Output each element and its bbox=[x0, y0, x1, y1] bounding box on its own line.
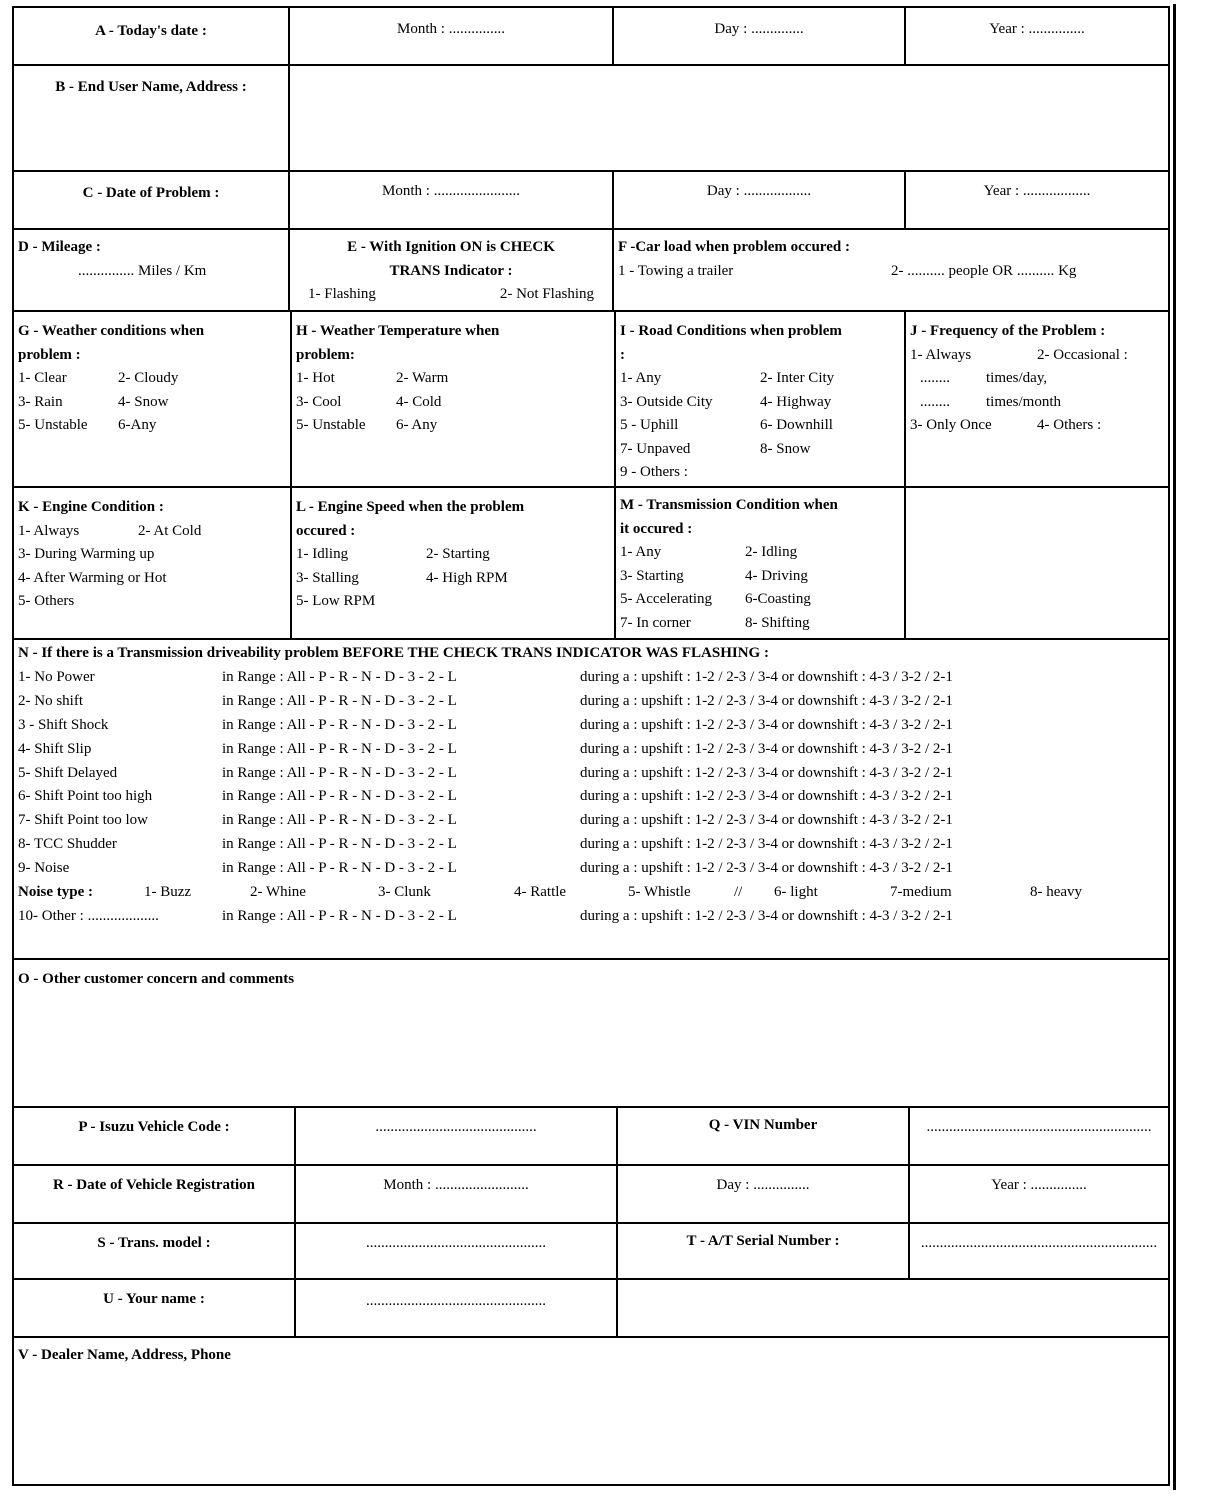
row-driveability-problem bbox=[12, 638, 1170, 958]
road-option-others[interactable]: 9 - Others : bbox=[620, 464, 688, 480]
frequency-option-occasional[interactable]: 2- Occasional : bbox=[1037, 346, 1128, 363]
problem-type[interactable]: 8- TCC Shudder bbox=[18, 836, 117, 853]
problem-other[interactable]: 10- Other : ................... bbox=[18, 907, 159, 924]
engine-option-warming-up[interactable]: 3- During Warming up bbox=[18, 546, 155, 562]
problem-range[interactable]: in Range : All - P - R - N - D - 3 - 2 - L bbox=[222, 740, 457, 757]
weather-option-clear[interactable]: 1- Clear bbox=[18, 370, 67, 386]
temp-option-cold[interactable]: 4- Cold bbox=[396, 393, 442, 410]
transmission-condition-label: M - Transmission Condition when bbox=[620, 497, 838, 513]
trans-option-coasting[interactable]: 6-Coasting bbox=[745, 591, 811, 607]
date-of-problem-day[interactable]: Day : .................. bbox=[612, 172, 904, 228]
todays-date-year[interactable]: Year : ............... bbox=[904, 8, 1170, 64]
problem-shift[interactable]: during a : upshift : 1-2 / 2-3 / 3-4 or downshift : 4-3 / 3-2 / 2-1 bbox=[580, 764, 953, 781]
date-of-problem-label: C - Date of Problem : bbox=[12, 172, 288, 228]
serial-number-field[interactable]: ............................................................... bbox=[908, 1224, 1170, 1278]
problem-row bbox=[18, 690, 1164, 714]
weather-option-cloudy[interactable]: 2- Cloudy bbox=[118, 370, 179, 386]
speed-option-high-rpm[interactable]: 4- High RPM bbox=[426, 569, 508, 586]
trans-option-in-corner[interactable]: 7- In corner bbox=[620, 614, 691, 631]
vehicle-code-label: P - Isuzu Vehicle Code : bbox=[12, 1108, 294, 1164]
problem-row bbox=[18, 738, 1164, 762]
mileage-field[interactable]: ............... Miles / Km bbox=[78, 262, 207, 279]
weather-conditions-cell bbox=[12, 312, 290, 486]
trans-option-shifting[interactable]: 8- Shifting bbox=[745, 614, 810, 631]
todays-date-label: A - Today's date : bbox=[12, 8, 288, 64]
speed-option-starting[interactable]: 2- Starting bbox=[426, 546, 490, 562]
transmission-problem-form bbox=[12, 6, 1170, 1486]
weather-temperature-cell bbox=[290, 312, 614, 486]
problem-shift[interactable]: during a : upshift : 1-2 / 2-3 / 3-4 or downshift : 4-3 / 3-2 / 2-1 bbox=[580, 668, 953, 685]
engine-speed-label: L - Engine Speed when the problem bbox=[296, 499, 525, 515]
weather-option-unstable[interactable]: 5- Unstable bbox=[18, 417, 88, 433]
frequency-cell bbox=[904, 312, 1170, 486]
frequency-option-others[interactable]: 4- Others : bbox=[1037, 417, 1102, 433]
row-todays-date bbox=[12, 6, 1170, 64]
problem-row-other bbox=[18, 905, 1164, 929]
temp-option-any[interactable]: 6- Any bbox=[396, 417, 438, 433]
row-weather-road-frequency bbox=[12, 310, 1170, 486]
option-not-flashing[interactable]: 2- Not Flashing bbox=[499, 286, 594, 302]
right-border-line bbox=[1173, 4, 1176, 1490]
engine-option-others[interactable]: 5- Others bbox=[18, 593, 75, 609]
problem-type[interactable]: 5- Shift Delayed bbox=[18, 764, 118, 781]
weather-option-any[interactable]: 6-Any bbox=[118, 417, 157, 433]
engine-speed-label-2: occured : bbox=[296, 522, 356, 539]
trans-model-label: S - Trans. model : bbox=[12, 1224, 294, 1278]
registration-day[interactable]: Day : ............... bbox=[616, 1166, 908, 1222]
times-per-month-blank[interactable]: ........ bbox=[920, 393, 950, 410]
trans-option-any[interactable]: 1- Any bbox=[620, 544, 662, 560]
temp-option-warm[interactable]: 2- Warm bbox=[396, 370, 449, 386]
problem-row bbox=[18, 809, 1164, 833]
noise-separator: // bbox=[734, 884, 743, 901]
engine-condition-label: K - Engine Condition : bbox=[18, 499, 164, 515]
noise-option-medium[interactable]: 7-medium bbox=[890, 884, 952, 901]
problem-row bbox=[18, 666, 1164, 690]
speed-option-low-rpm[interactable]: 5- Low RPM bbox=[296, 593, 376, 609]
engine-speed-cell bbox=[290, 488, 614, 638]
road-option-unpaved[interactable]: 7- Unpaved bbox=[620, 440, 691, 457]
temp-option-cool[interactable]: 3- Cool bbox=[296, 393, 342, 410]
driveability-problem-list bbox=[18, 666, 1164, 881]
your-name-blank-cell bbox=[616, 1280, 1170, 1336]
road-conditions-cell bbox=[614, 312, 904, 486]
row-mileage-indicator-load bbox=[12, 228, 1170, 310]
road-conditions-label: I - Road Conditions when problem bbox=[620, 323, 842, 339]
row-vehicle-code-vin bbox=[12, 1106, 1170, 1164]
noise-option-whistle[interactable]: 5- Whistle bbox=[628, 884, 691, 901]
trans-option-starting[interactable]: 3- Starting bbox=[620, 567, 684, 584]
trans-option-driving[interactable]: 4- Driving bbox=[745, 567, 808, 584]
end-user-field[interactable] bbox=[288, 66, 1170, 170]
row-your-name bbox=[12, 1278, 1170, 1336]
problem-type[interactable]: 1- No Power bbox=[18, 668, 95, 685]
registration-year[interactable]: Year : ............... bbox=[908, 1166, 1170, 1222]
noise-option-heavy[interactable]: 8- heavy bbox=[1030, 884, 1083, 901]
problem-other-range[interactable]: in Range : All - P - R - N - D - 3 - 2 - L bbox=[222, 907, 457, 924]
problem-shift[interactable]: during a : upshift : 1-2 / 2-3 / 3-4 or downshift : 4-3 / 3-2 / 2-1 bbox=[580, 836, 953, 853]
transmission-condition-label-2: it occured : bbox=[620, 520, 693, 537]
problem-row bbox=[18, 857, 1164, 881]
option-people-or-kg[interactable]: 2- .......... people OR .......... Kg bbox=[891, 262, 1077, 279]
check-trans-label-line1: E - With Ignition ON is CHECK bbox=[347, 239, 555, 255]
todays-date-day[interactable]: Day : .............. bbox=[612, 8, 904, 64]
driveability-problem-label: N - If there is a Transmission driveability problem BEFORE THE CHECK TRANS INDICATOR WAS FLASHING : bbox=[18, 645, 769, 661]
problem-range[interactable]: in Range : All - P - R - N - D - 3 - 2 - L bbox=[222, 860, 457, 877]
problem-row bbox=[18, 714, 1164, 738]
frequency-option-only-once[interactable]: 3- Only Once bbox=[910, 417, 992, 433]
blank-cell bbox=[904, 488, 1170, 638]
temp-option-hot[interactable]: 1- Hot bbox=[296, 370, 335, 386]
serial-number-label: T - A/T Serial Number : bbox=[616, 1224, 908, 1278]
noise-type-label: Noise type : bbox=[18, 884, 93, 901]
road-option-snow[interactable]: 8- Snow bbox=[760, 440, 811, 457]
your-name-field[interactable]: ................................................ bbox=[294, 1280, 616, 1336]
engine-condition-cell bbox=[12, 488, 290, 638]
engine-option-after-warming[interactable]: 4- After Warming or Hot bbox=[18, 569, 167, 586]
row-registration-date bbox=[12, 1164, 1170, 1222]
weather-conditions-label: G - Weather conditions when bbox=[18, 323, 205, 339]
noise-option-buzz[interactable]: 1- Buzz bbox=[144, 884, 192, 901]
row-trans-model-serial bbox=[12, 1222, 1170, 1278]
weather-temperature-label: H - Weather Temperature when bbox=[296, 323, 500, 339]
times-per-month-label: times/month bbox=[986, 393, 1061, 410]
problem-type[interactable]: 9- Noise bbox=[18, 860, 70, 877]
problem-range[interactable]: in Range : All - P - R - N - D - 3 - 2 - L bbox=[222, 668, 457, 685]
noise-option-light[interactable]: 6- light bbox=[774, 884, 818, 901]
frequency-label: J - Frequency of the Problem : bbox=[910, 323, 1106, 339]
problem-other-shift[interactable]: during a : upshift : 1-2 / 2-3 / 3-4 or downshift : 4-3 / 3-2 / 2-1 bbox=[580, 907, 953, 924]
problem-shift[interactable]: during a : upshift : 1-2 / 2-3 / 3-4 or downshift : 4-3 / 3-2 / 2-1 bbox=[580, 788, 953, 805]
problem-type[interactable]: 4- Shift Slip bbox=[18, 740, 92, 757]
speed-option-idling[interactable]: 1- Idling bbox=[296, 546, 349, 562]
weather-temperature-label-2: problem: bbox=[296, 346, 355, 363]
noise-type-line bbox=[18, 881, 1164, 905]
problem-type[interactable]: 2- No shift bbox=[18, 692, 83, 709]
weather-conditions-label-2: problem : bbox=[18, 346, 81, 363]
problem-row bbox=[18, 833, 1164, 857]
registration-date-label: R - Date of Vehicle Registration bbox=[12, 1166, 294, 1222]
check-trans-indicator-cell bbox=[288, 230, 612, 310]
vin-number-label: Q - VIN Number bbox=[616, 1108, 908, 1164]
problem-range[interactable]: in Range : All - P - R - N - D - 3 - 2 - L bbox=[222, 788, 457, 805]
problem-shift[interactable]: during a : upshift : 1-2 / 2-3 / 3-4 or downshift : 4-3 / 3-2 / 2-1 bbox=[580, 860, 953, 877]
noise-option-clunk[interactable]: 3- Clunk bbox=[378, 884, 431, 901]
problem-range[interactable]: in Range : All - P - R - N - D - 3 - 2 - L bbox=[222, 716, 457, 733]
todays-date-month[interactable]: Month : ............... bbox=[288, 8, 612, 64]
speed-option-stalling[interactable]: 3- Stalling bbox=[296, 569, 359, 586]
mileage-label: D - Mileage : bbox=[18, 239, 101, 255]
weather-option-rain[interactable]: 3- Rain bbox=[18, 393, 63, 410]
problem-type[interactable]: 7- Shift Point too low bbox=[18, 812, 149, 829]
problem-row bbox=[18, 762, 1164, 786]
row-other-comments bbox=[12, 958, 1170, 1106]
trans-option-idling[interactable]: 2- Idling bbox=[745, 544, 798, 560]
road-option-inter-city[interactable]: 2- Inter City bbox=[760, 370, 835, 386]
car-load-label: F -Car load when problem occured : bbox=[618, 239, 850, 255]
option-flashing[interactable]: 1- Flashing bbox=[308, 286, 376, 302]
problem-range[interactable]: in Range : All - P - R - N - D - 3 - 2 - L bbox=[222, 836, 457, 853]
problem-type[interactable]: 6- Shift Point too high bbox=[18, 788, 153, 805]
engine-option-always[interactable]: 1- Always bbox=[18, 522, 80, 539]
problem-range[interactable]: in Range : All - P - R - N - D - 3 - 2 - L bbox=[222, 692, 457, 709]
trans-model-field[interactable]: ................................................ bbox=[294, 1224, 616, 1278]
problem-shift[interactable]: during a : upshift : 1-2 / 2-3 / 3-4 or downshift : 4-3 / 3-2 / 2-1 bbox=[580, 812, 953, 829]
problem-shift[interactable]: during a : upshift : 1-2 / 2-3 / 3-4 or downshift : 4-3 / 3-2 / 2-1 bbox=[580, 740, 953, 757]
date-of-problem-month[interactable]: Month : ....................... bbox=[288, 172, 612, 228]
problem-shift[interactable]: during a : upshift : 1-2 / 2-3 / 3-4 or downshift : 4-3 / 3-2 / 2-1 bbox=[580, 692, 953, 709]
noise-option-rattle[interactable]: 4- Rattle bbox=[514, 884, 567, 901]
road-option-outside-city[interactable]: 3- Outside City bbox=[620, 393, 713, 410]
road-conditions-label-2: : bbox=[620, 346, 625, 363]
check-trans-label-line2: TRANS Indicator : bbox=[389, 262, 513, 279]
temp-option-unstable[interactable]: 5- Unstable bbox=[296, 417, 366, 433]
row-date-of-problem bbox=[12, 170, 1170, 228]
road-option-uphill[interactable]: 5 - Uphill bbox=[620, 417, 679, 433]
transmission-condition-cell bbox=[614, 488, 904, 638]
registration-month[interactable]: Month : ......................... bbox=[294, 1166, 616, 1222]
vehicle-code-field[interactable]: ........................................... bbox=[294, 1108, 616, 1164]
row-end-user bbox=[12, 64, 1170, 170]
option-towing-trailer[interactable]: 1 - Towing a trailer bbox=[618, 262, 734, 279]
road-option-any[interactable]: 1- Any bbox=[620, 370, 662, 386]
weather-option-snow[interactable]: 4- Snow bbox=[118, 393, 169, 410]
engine-option-at-cold[interactable]: 2- At Cold bbox=[138, 522, 202, 539]
road-option-downhill[interactable]: 6- Downhill bbox=[760, 417, 833, 433]
frequency-option-always[interactable]: 1- Always bbox=[910, 346, 972, 363]
problem-range[interactable]: in Range : All - P - R - N - D - 3 - 2 - L bbox=[222, 764, 457, 781]
problem-shift[interactable]: during a : upshift : 1-2 / 2-3 / 3-4 or downshift : 4-3 / 3-2 / 2-1 bbox=[580, 716, 953, 733]
times-per-day-blank[interactable]: ........ bbox=[920, 370, 950, 386]
problem-row bbox=[18, 785, 1164, 809]
trans-option-accelerating[interactable]: 5- Accelerating bbox=[620, 591, 713, 607]
road-option-highway[interactable]: 4- Highway bbox=[760, 393, 832, 410]
noise-option-whine[interactable]: 2- Whine bbox=[250, 884, 306, 901]
problem-range[interactable]: in Range : All - P - R - N - D - 3 - 2 - L bbox=[222, 812, 457, 829]
row-engine-transmission-condition bbox=[12, 486, 1170, 638]
car-load-cell bbox=[612, 230, 1170, 310]
row-dealer bbox=[12, 1336, 1170, 1486]
your-name-label: U - Your name : bbox=[12, 1280, 294, 1336]
dealer-label: V - Dealer Name, Address, Phone bbox=[12, 1338, 1170, 1484]
other-comments-label: O - Other customer concern and comments bbox=[12, 960, 1170, 1106]
date-of-problem-year[interactable]: Year : .................. bbox=[904, 172, 1170, 228]
problem-type[interactable]: 3 - Shift Shock bbox=[18, 716, 109, 733]
vin-number-field[interactable]: ............................................................ bbox=[908, 1108, 1170, 1164]
driveability-problem-cell bbox=[12, 640, 1170, 958]
end-user-label: B - End User Name, Address : bbox=[12, 66, 288, 170]
mileage-cell bbox=[12, 230, 288, 310]
times-per-day-label: times/day, bbox=[986, 370, 1048, 386]
